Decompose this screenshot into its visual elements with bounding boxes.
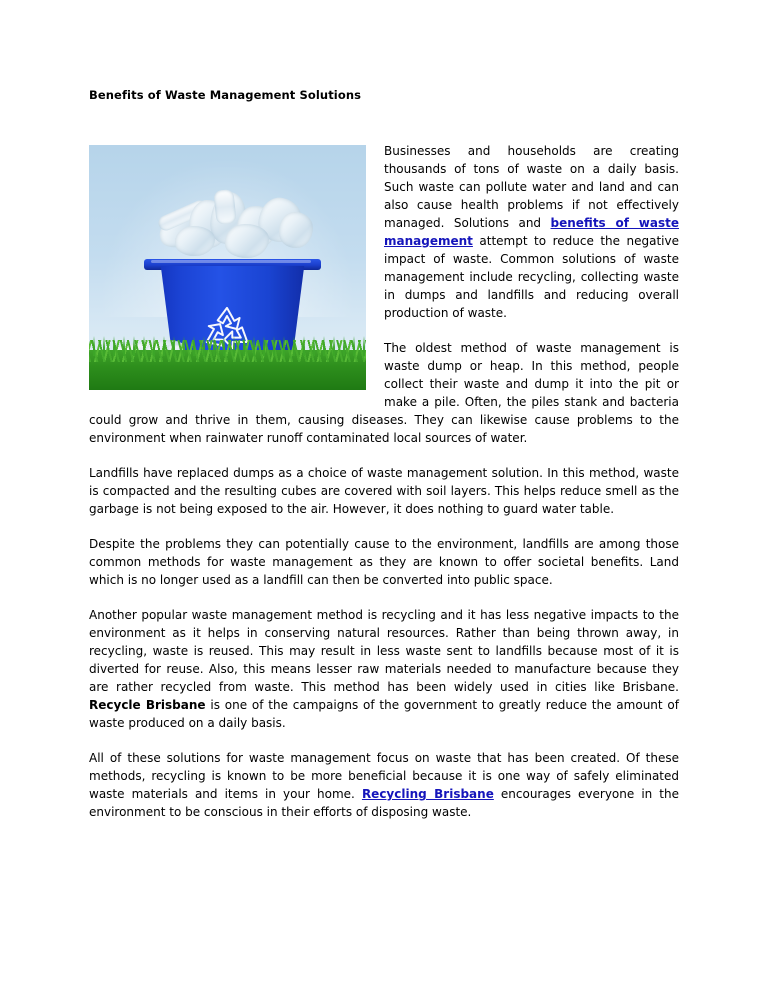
crushed-bottle [279, 212, 313, 248]
paragraph-1-text-a: Businesses and households are creating thousands of tons of waste on a daily basis. Such waste can pollute water and land and can also cause health problems if not effectively managed. Solutions and [384, 144, 679, 230]
crushed-bottle [225, 224, 269, 258]
page-title: Benefits of Waste Management Solutions [89, 88, 362, 102]
link-benefits-of-waste-management[interactable]: benefits of waste management [384, 216, 679, 248]
article-body [89, 142, 679, 821]
crushed-bottle [213, 189, 236, 225]
paragraph-6-text-b: encourages everyone in the environment to be conscious in their efforts of disposing waste. [89, 787, 680, 819]
paragraph-6 [89, 749, 679, 821]
paragraph-1-text-b: attempt to reduce the negative impact of waste. Common solutions of waste management include recycling, collecting waste in dumps and landfills and reducing overall production of waste. [384, 234, 679, 320]
term-recycle-brisbane: Recycle Brisbane [89, 698, 206, 712]
crushed-bottles-pile [155, 190, 313, 262]
paragraph-2: The oldest method of waste management is waste dump or heap. In this method, people collect their waste and dump it into the pit or make a pile. Often, the piles stank and bacteria could grow and thrive in them, causing diseases. They can likewise cause problems to the environment when rainwater runoff contaminated local sources of water. [89, 341, 679, 445]
paragraph-6-text-a: All of these solutions for waste management focus on waste that has been created. Of these methods, recycling is known to be more beneficial because it is one way of safely eliminated waste materials and items in your home. [89, 751, 679, 801]
recycling-bin-image [89, 145, 366, 390]
paragraph-5 [89, 606, 679, 732]
paragraph-5-text-b: is one of the campaigns of the government to greatly reduce the amount of waste produced on a daily basis. [89, 698, 679, 730]
paragraph-3: Landfills have replaced dumps as a choice of waste management solution. In this method, waste is compacted and the resulting cubes are covered with soil layers. This helps reduce smell as the garbage is not being exposed to the air. However, it does nothing to guard water table. [89, 466, 679, 516]
grass-band [89, 350, 366, 390]
bin-rim-highlight [151, 260, 311, 263]
document-content [89, 88, 679, 821]
link-recycling-brisbane[interactable]: Recycling Brisbane [361, 787, 494, 801]
paragraph-5-text-a: Another popular waste management method is recycling and it has less negative impacts to the environment as it helps in conserving natural resources. Rather than being thrown away, in recycling, waste is reused. This may result in less waste sent to landfills because most of it is diverted for reuse. Also, this means lesser raw materials needed to manufacture because they are rather recycled from waste. This method has been widely used in cities like Brisbane. [89, 608, 679, 694]
paragraph-4: Despite the problems they can potentially cause to the environment, landfills are among those common methods for waste management as they are known to offer societal benefits. Land which is no longer used as a landfill can then be converted into public space. [89, 537, 679, 587]
crushed-bottle [175, 226, 215, 256]
